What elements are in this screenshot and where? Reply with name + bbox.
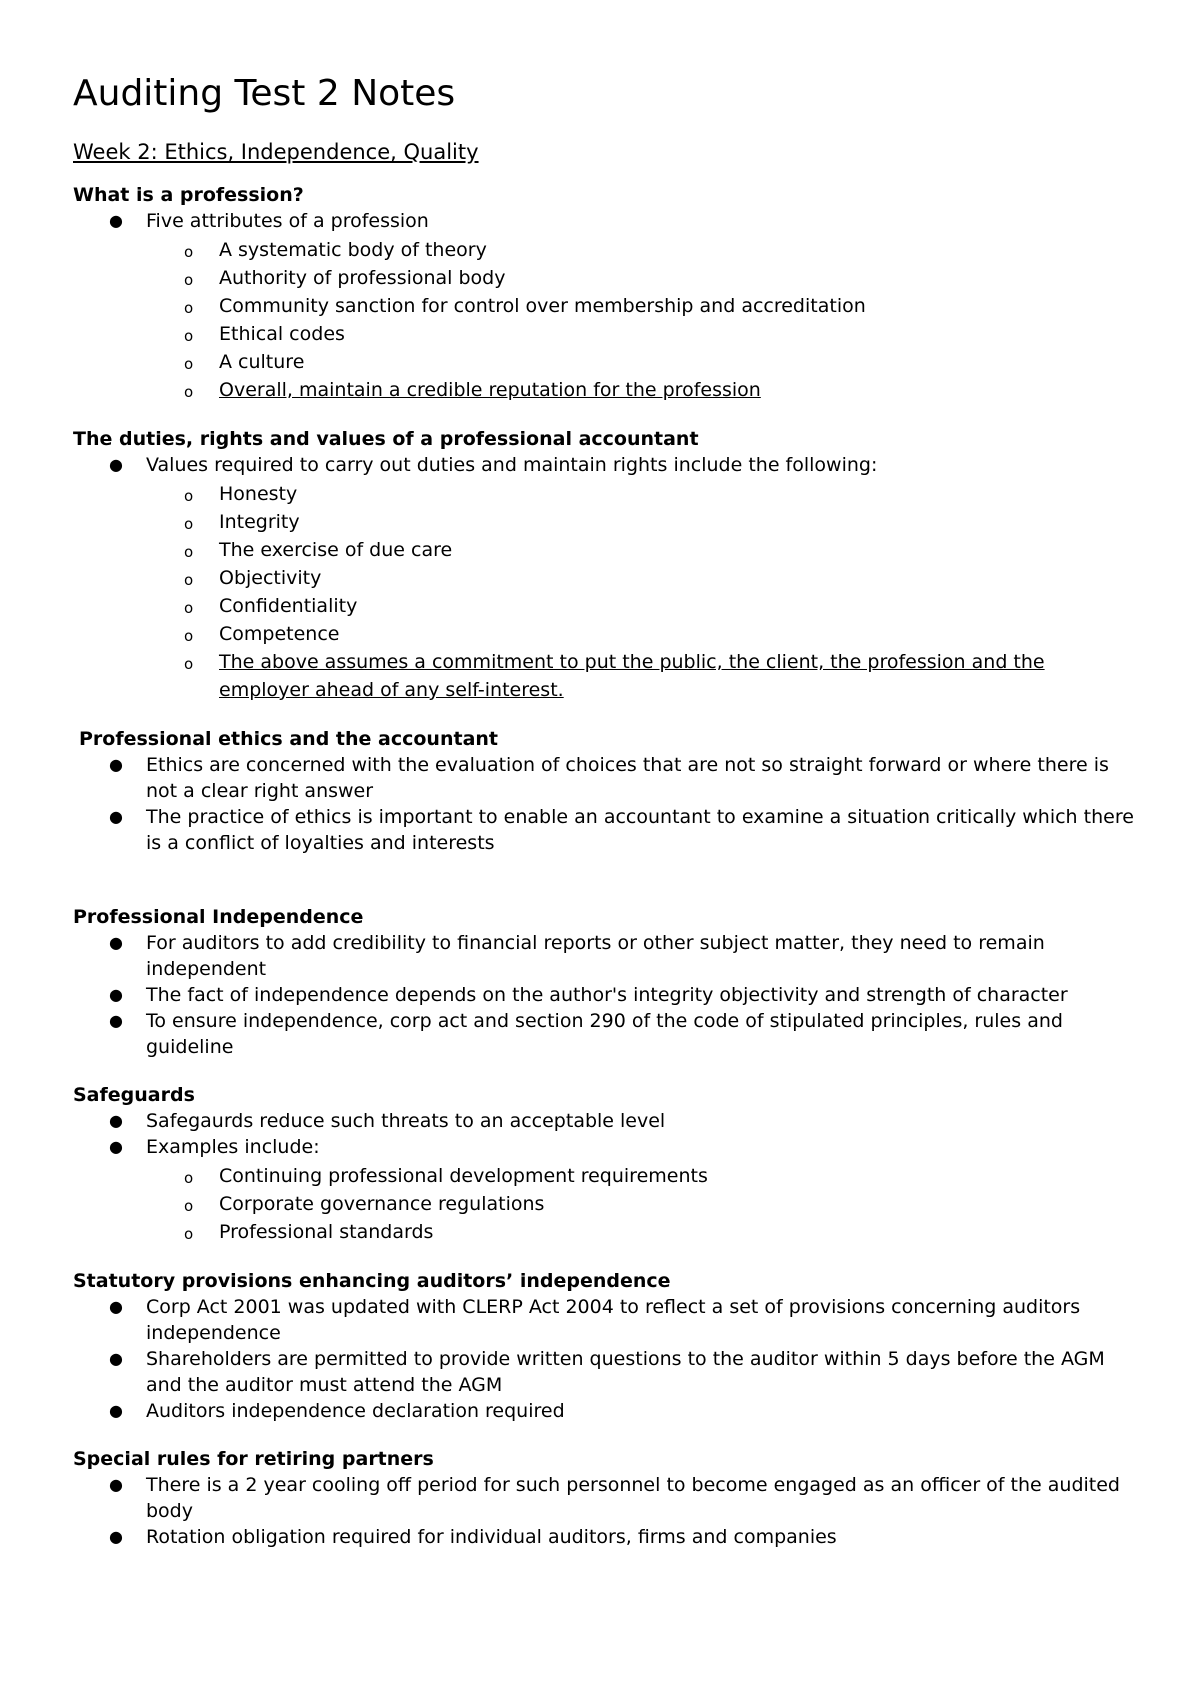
list-item [73,452,1140,704]
section-heading: Professional Independence [73,906,364,928]
circle-bullet-icon: o [184,271,194,289]
list-item: ● Rotation obligation required for individual auditors, firms and companies [109,1526,837,1548]
circle-bullet-icon: o [184,383,194,401]
section-professional-ethics [73,726,1140,856]
list-item: ● To ensure independence, corp act and section 290 of the code of stipulated principles, rules and guideline [109,1010,1063,1058]
bullet-icon: ● [109,1111,123,1130]
list-item: ● Ethics are concerned with the evaluation of choices that are not so straight forward or where there is not a clear right answer [109,754,1109,802]
sub-list-item: o A culture [146,348,1140,376]
list-item: ● Auditors independence declaration required [109,1400,565,1422]
sub-list-item: o Competence [146,620,1140,648]
bullet-list [73,930,1140,1060]
sub-list-item: o Corporate governance regulations [146,1190,1140,1218]
sub-list-item: o The above assumes a commitment to put the public, the client, the profession and the employer ahead of any self-interest. [184,651,1045,701]
sub-list-item: o Honesty [146,480,1140,508]
section-statutory-provisions [73,1268,1140,1424]
section-professional-independence [73,904,1140,1060]
bullet-icon: ● [109,1011,123,1030]
circle-bullet-icon: o [184,243,194,261]
circle-bullet-icon: o [184,355,194,373]
sub-list-item: o Objectivity [146,564,1140,592]
section-heading: What is a profession? [73,184,304,206]
list-item: ● There is a 2 year cooling off period for such personnel to become engaged as an officer of the audited body [109,1474,1120,1522]
circle-bullet-icon: o [184,1169,194,1187]
list-item: ● The practice of ethics is important to enable an accountant to examine a situation critically which there is a conflict of loyalties and interests [109,806,1134,854]
bullet-list [73,1294,1140,1424]
sub-list-item: o Overall, maintain a credible reputation for the profession [146,376,1140,404]
bullet-list [73,1108,1140,1246]
bullet-icon: ● [109,807,123,826]
bullet-list [73,208,1140,404]
circle-bullet-icon: o [184,299,194,317]
section-retiring-partners [73,1446,1140,1550]
sub-list-item: o Community sanction for control over membership and accreditation [146,292,1140,320]
section-heading: Safeguards [73,1084,195,1106]
circle-bullet-icon: o [184,571,194,589]
sub-list-item: o Integrity [146,508,1140,536]
list-item: ● Examples include: o Continuing professional development requirements o Corporate governance regulations o Professional standards [73,1134,1140,1246]
section-safeguards [73,1082,1140,1246]
bullet-icon: ● [109,1527,123,1546]
list-item: ● Safegaurds reduce such threats to an acceptable level [109,1110,666,1132]
list-item: ● For auditors to add credibility to financial reports or other subject matter, they need to remain independent [109,932,1045,980]
sub-list [146,236,1140,404]
bullet-icon: ● [109,455,123,474]
sub-list-item: o A systematic body of theory [146,236,1140,264]
circle-bullet-icon: o [184,655,194,673]
section-heading: The duties, rights and values of a professional accountant [73,428,699,450]
bullet-icon: ● [109,1401,123,1420]
week-heading: Week 2: Ethics, Independence, Quality [73,140,479,164]
circle-bullet-icon: o [184,627,194,645]
bullet-icon: ● [109,1475,123,1494]
section-heading: Professional ethics and the accountant [79,728,498,750]
sub-list-item: o Ethical codes [146,320,1140,348]
list-item [73,208,1140,404]
circle-bullet-icon: o [184,515,194,533]
circle-bullet-icon: o [184,1225,194,1243]
list-item-text: Values required to carry out duties and maintain rights include the following: [146,454,878,476]
bullet-icon: ● [109,211,123,230]
sub-list [146,1162,1140,1246]
bullet-icon: ● [109,985,123,1004]
sub-list-item: o Confidentiality [146,592,1140,620]
sub-list [146,480,1140,704]
circle-bullet-icon: o [184,543,194,561]
section-duties-rights-values [73,426,1140,704]
list-item-text: Five attributes of a profession [146,210,429,232]
sub-list-item: o Authority of professional body [146,264,1140,292]
bullet-list [73,452,1140,704]
bullet-icon: ● [109,1137,123,1156]
circle-bullet-icon: o [184,1197,194,1215]
section-what-is-a-profession [73,182,1140,404]
sub-list-item: o The exercise of due care [146,536,1140,564]
list-item: ● Shareholders are permitted to provide written questions to the auditor within 5 days before the AGM and the auditor must attend the AGM [109,1348,1105,1396]
document-title: Auditing Test 2 Notes [73,73,456,114]
sub-list-item: o Professional standards [146,1218,1140,1246]
bullet-icon: ● [109,933,123,952]
list-item: ● The fact of independence depends on the author's integrity objectivity and strength of character [109,984,1068,1006]
bullet-list [73,1472,1140,1550]
list-item: ● Corp Act 2001 was updated with CLERP Act 2004 to reflect a set of provisions concerning auditors independence [109,1296,1081,1344]
bullet-icon: ● [109,755,123,774]
section-heading: Statutory provisions enhancing auditors’ independence [73,1270,671,1292]
circle-bullet-icon: o [184,487,194,505]
sub-list-item: o Continuing professional development requirements [146,1162,1140,1190]
bullet-icon: ● [109,1349,123,1368]
bullet-list [73,752,1140,856]
circle-bullet-icon: o [184,599,194,617]
bullet-icon: ● [109,1297,123,1316]
section-heading: Special rules for retiring partners [73,1448,434,1470]
circle-bullet-icon: o [184,327,194,345]
